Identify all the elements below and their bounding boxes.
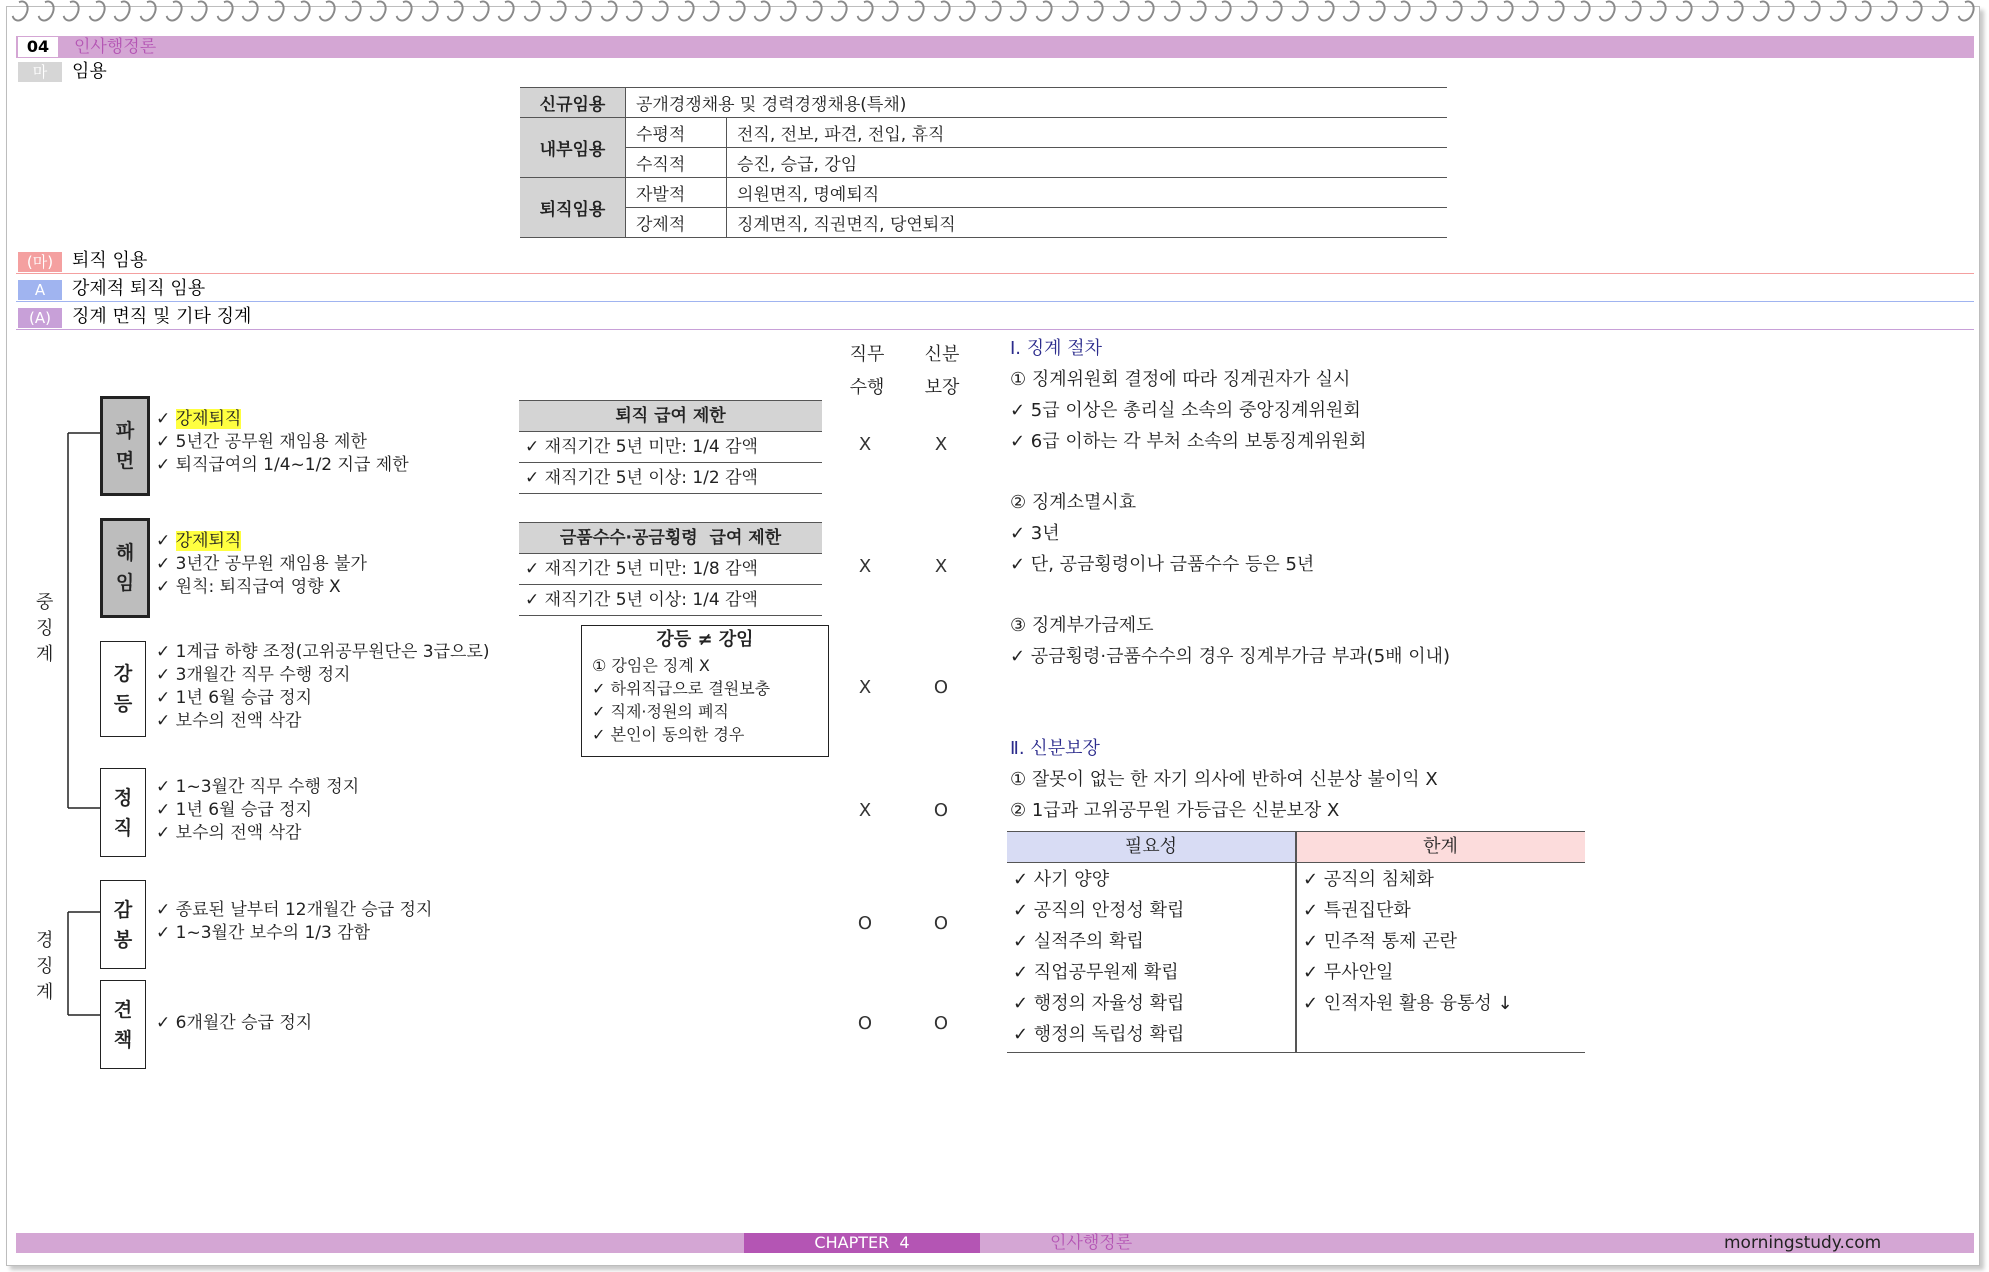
penalty-dismissal: 파 면 (100, 396, 150, 496)
list-item: ✓ 공직의 안정성 확립 (1013, 900, 1185, 921)
list-item: ✓ 보수의 전액 삭감 (156, 711, 302, 731)
retire-pay-table (519, 400, 822, 494)
footer-chapter: CHAPTER 4 (744, 1233, 980, 1253)
table-row: ✓ 재직기간 5년 이상: 1/2 감액 (519, 463, 822, 494)
duty-mark: O (857, 913, 873, 934)
penalty-demotion: 강 등 (100, 641, 146, 737)
chapter-title: 인사행정론 (74, 37, 157, 57)
divider (16, 273, 1974, 274)
table-head: 퇴직임용 (520, 178, 626, 238)
table-title: 금품수수·공금횡령 급여 제한 (519, 522, 822, 554)
dismissal-list (156, 408, 409, 477)
penalty-pay-cut: 감 봉 (100, 880, 146, 969)
list-item: ✓ 퇴직급여의 1/4~1/2 지급 제한 (156, 455, 409, 475)
table-head: 내부임용 (520, 118, 626, 178)
table-head: 신규임용 (520, 88, 626, 118)
table-sub: 수직적 (626, 148, 727, 178)
column-header-status: 신분 보장 (924, 344, 960, 398)
status-mark: O (933, 1013, 949, 1034)
status-guarantee-table (1007, 831, 1585, 1053)
table-cell: 징계면직, 직권면직, 당연퇴직 (727, 208, 1448, 238)
list-item: ✓ 3년간 공무원 재임용 불가 (156, 554, 367, 574)
demotion-list (156, 641, 490, 733)
limit-list (1303, 864, 1513, 1019)
procedure-section (1010, 333, 1366, 457)
list-item: ✓ 행정의 자율성 확립 (1013, 993, 1185, 1014)
bribe-pay-table (519, 522, 822, 616)
table-row: ✓ 재직기간 5년 미만: 1/4 감액 (519, 432, 822, 463)
list-item: ② 1급과 고위공무원 가등급은 신분보장 X (1010, 800, 1340, 821)
penalty-reprimand: 견 책 (100, 980, 146, 1069)
highlight: 강제퇴직 (175, 531, 242, 551)
list-item: ✓ 1~3월간 보수의 1/3 감함 (156, 923, 371, 943)
status-mark: X (934, 556, 948, 577)
duty-mark: X (858, 434, 872, 455)
penalty-suspension: 정 직 (100, 768, 146, 857)
list-item: ✓ 행정의 독립성 확립 (1013, 1024, 1185, 1045)
list-item: ✓ 직업공무원제 확립 (1013, 962, 1179, 983)
list-item: ✓ 1~3월간 직무 수행 정지 (156, 777, 360, 797)
footer-title: 인사행정론 (1050, 1233, 1133, 1253)
list-item: ✓ 실적주의 확립 (1013, 931, 1144, 952)
list-item: ③ 징계부가금제도 (1010, 615, 1154, 636)
status-mark: O (933, 913, 949, 934)
section-title: 임용 (72, 61, 107, 82)
table-cell: 공개경쟁채용 및 경력경쟁채용(특채) (626, 88, 1448, 118)
list-item: ✓ 1계급 하향 조정(고위공무원단은 3급으로) (156, 642, 490, 662)
table-sub: 강제적 (626, 208, 727, 238)
list-item: ✓ 단, 공금횡령이나 금품수수 등은 5년 (1010, 554, 1315, 575)
note-item: ① 강임은 징계 X (592, 656, 710, 675)
footer-bar (16, 1233, 1974, 1253)
list-item: ✓ 공금횡령·금품수수의 경우 징계부가금 부과(5배 이내) (1010, 646, 1451, 667)
limitation-section (1010, 487, 1314, 580)
note-title: 강등 ≠ 강임 (656, 629, 754, 650)
table-cell: 전직, 전보, 파견, 전입, 휴직 (727, 118, 1448, 148)
divider (16, 301, 1974, 302)
subsection-title: 징계 면직 및 기타 징계 (72, 306, 252, 327)
list-item: ✓ 1년 6월 승급 정지 (156, 688, 313, 708)
pay-cut-list (156, 899, 432, 945)
list-item: ✓ 6개월간 승급 정지 (156, 1013, 313, 1033)
list-item: ✓ 사기 양양 (1013, 869, 1110, 890)
discharge-list (156, 530, 367, 599)
subsection-title: 퇴직 임용 (72, 250, 148, 271)
list-item: ✓ 원칙: 퇴직급여 영향 X (156, 577, 341, 597)
duty-mark: X (858, 800, 872, 821)
need-list (1013, 864, 1184, 1050)
demotion-note-box (581, 625, 829, 757)
table-title: 퇴직 급여 제한 (519, 400, 822, 432)
penalty-discharge: 해 임 (100, 518, 150, 618)
need-header: 필요성 (1007, 832, 1295, 863)
status-mark: X (934, 434, 948, 455)
list-item: ✓ 5년간 공무원 재임용 제한 (156, 432, 367, 452)
subsection-tag: (A) (18, 308, 62, 328)
list-item: ✓ 인적자원 활용 융통성 ↓ (1303, 993, 1513, 1014)
appointment-table (520, 87, 1447, 238)
suspension-list (156, 776, 359, 845)
table-cell: 의원면직, 명예퇴직 (727, 178, 1448, 208)
list-item: ✓ 공직의 침체화 (1303, 869, 1434, 890)
note-item: ✓ 본인이 동의한 경우 (592, 725, 745, 744)
list-item: ✓ 6급 이하는 각 부처 소속의 보통징계위원회 (1010, 431, 1367, 452)
list-item: ✓ 특권집단화 (1303, 900, 1411, 921)
list-item: ✓ 강제퇴직 (156, 531, 242, 551)
limit-header: 한계 (1296, 832, 1585, 863)
duty-mark: O (857, 1013, 873, 1034)
subsection-tag: A (18, 280, 62, 300)
reprimand-list (156, 1012, 312, 1035)
list-item: ✓ 3개월간 직무 수행 정지 (156, 665, 351, 685)
column-header-duty: 직무 수행 (849, 344, 885, 398)
list-item: ✓ 무사안일 (1303, 962, 1394, 983)
section-heading: Ⅰ. 징계 절차 (1010, 338, 1103, 359)
chapter-number: 04 (18, 37, 58, 57)
subsection-tag: (마) (18, 252, 62, 272)
section-tag: 마 (18, 62, 62, 82)
list-item: ✓ 민주적 통제 곤란 (1303, 931, 1457, 952)
table-row: ✓ 재직기간 5년 미만: 1/8 감액 (519, 554, 822, 585)
light-discipline-label: 경 징 계 (36, 930, 54, 1003)
table-sub: 수평적 (626, 118, 727, 148)
chapter-header-bar (16, 36, 1974, 58)
list-item: ✓ 보수의 전액 삭감 (156, 823, 302, 843)
list-item: ✓ 종료된 날부터 12개월간 승급 정지 (156, 900, 433, 920)
status-mark: O (933, 800, 949, 821)
duty-mark: X (858, 556, 872, 577)
list-item: ① 잘못이 없는 한 자기 의사에 반하여 신분상 불이익 X (1010, 769, 1438, 790)
list-item: ✓ 강제퇴직 (156, 409, 242, 429)
highlight: 강제퇴직 (175, 409, 242, 429)
divider (16, 329, 1974, 330)
heavy-discipline-label: 중 징 계 (36, 592, 54, 665)
list-item: ① 징계위원회 결정에 따라 징계권자가 실시 (1010, 369, 1351, 390)
status-mark: O (933, 677, 949, 698)
list-item: ✓ 5급 이상은 총리실 소속의 중앙징계위원회 (1010, 400, 1361, 421)
table-row: ✓ 재직기간 5년 이상: 1/4 감액 (519, 585, 822, 616)
subsection-title: 강제적 퇴직 임용 (72, 278, 206, 299)
column-divider (1295, 832, 1297, 1052)
footer-site: morningstudy.com (1724, 1233, 1882, 1253)
table-sub: 자발적 (626, 178, 727, 208)
section-heading: Ⅱ. 신분보장 (1010, 738, 1100, 759)
list-item: ✓ 3년 (1010, 523, 1060, 544)
note-item: ✓ 직제·정원의 폐직 (592, 702, 729, 721)
surcharge-section (1010, 610, 1450, 672)
note-item: ✓ 하위직급으로 결원보충 (592, 679, 771, 698)
duty-mark: X (858, 677, 872, 698)
list-item: ② 징계소멸시효 (1010, 492, 1137, 513)
list-item: ✓ 1년 6월 승급 정지 (156, 800, 313, 820)
status-guarantee-section (1010, 733, 1438, 826)
table-cell: 승진, 승급, 강임 (727, 148, 1448, 178)
